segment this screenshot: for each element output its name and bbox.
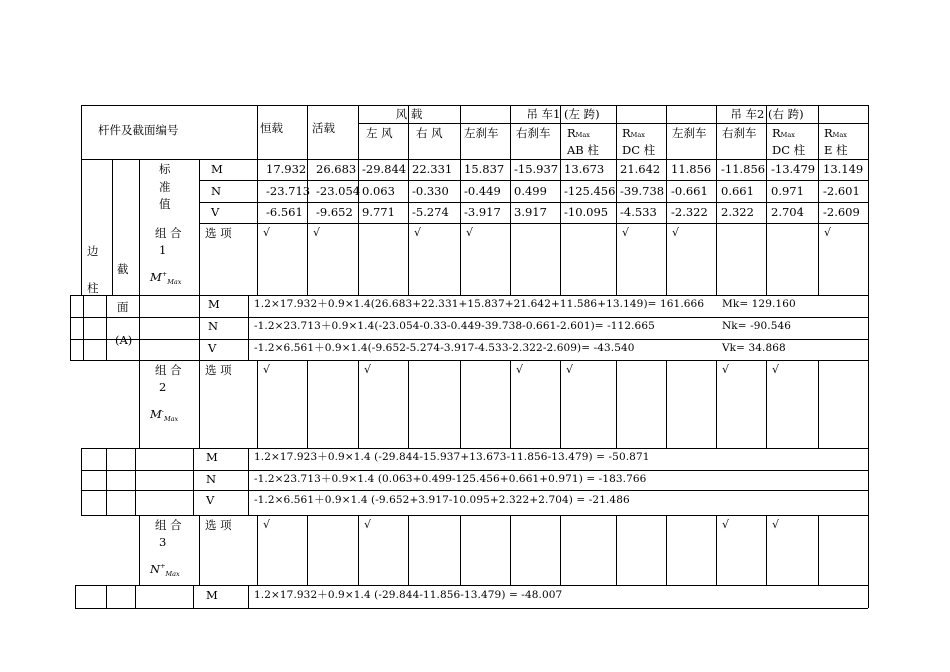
check-mark-icon: √ [466, 226, 474, 239]
grid-line [616, 159, 617, 295]
grid-line [70, 339, 868, 340]
crane2-rmax-dc-header: RMax [772, 126, 795, 140]
combination-label: 组 合 [155, 518, 182, 532]
formula-quantity-label: V [208, 341, 217, 355]
check-mark-icon: √ [364, 518, 372, 531]
standard-value-cell: 17.932 [266, 162, 307, 176]
grid-line [193, 585, 194, 608]
combination-label: 组 合 [155, 226, 182, 240]
grid-line [460, 159, 461, 295]
grid-line [81, 448, 868, 449]
grid-line [248, 585, 249, 608]
standard-value-cell: -2.609 [823, 205, 860, 219]
grid-line [257, 159, 258, 295]
check-mark-icon: √ [516, 363, 524, 376]
standard-value-cell: 2.704 [771, 205, 804, 219]
crane2-rmax-dc-column: DC 柱 [772, 143, 806, 157]
crane2-right-brake-header: 右刹车 [722, 126, 757, 140]
standard-value-cell: -39.738 [620, 184, 665, 198]
check-mark-icon: √ [566, 363, 574, 376]
quantity-label: M [211, 162, 223, 176]
combination-label: 组 合 [155, 363, 182, 377]
grid-line [408, 515, 409, 585]
standard-value-cell: -2.601 [823, 184, 860, 198]
crane1-rmax-dc-column: DC 柱 [622, 143, 656, 157]
standard-value-cell: 0.499 [514, 184, 547, 198]
grid-line [139, 295, 140, 360]
grid-line [408, 360, 409, 448]
grid-line [81, 105, 868, 106]
select-label: 选 项 [205, 363, 232, 377]
check-mark-icon: √ [722, 363, 730, 376]
grid-line [257, 360, 258, 448]
select-label: 选 项 [205, 226, 232, 240]
combination-symbol: $M^-_{Max}$ [150, 406, 179, 424]
formula-text: 1.2×17.923＋0.9×1.4 (-29.844-15.937+13.673-11.856-13.479) = -50.871 [254, 451, 650, 463]
grid-line [307, 159, 308, 295]
grid-line [616, 515, 617, 585]
grid-line [193, 448, 194, 515]
grid-line [460, 515, 461, 585]
grid-line [408, 159, 409, 295]
grid-line [818, 515, 819, 585]
grid-line [716, 360, 717, 448]
grid-line [510, 159, 511, 295]
grid-line [510, 515, 511, 585]
grid-line [307, 360, 308, 448]
grid-line [106, 585, 107, 608]
standard-value-cell: -13.479 [771, 162, 816, 176]
formula-quantity-label: M [206, 588, 218, 602]
check-mark-icon: √ [722, 518, 730, 531]
standard-value-cell: 22.331 [412, 162, 453, 176]
formula-text: -1.2×23.713＋0.9×1.4 (0.063+0.499-125.456+0.661+0.971) = -183.766 [254, 473, 647, 485]
formula-quantity-label: V [206, 493, 215, 507]
standard-value-cell: -0.330 [412, 184, 449, 198]
grid-line [868, 159, 869, 295]
grid-line [307, 105, 308, 159]
standard-value-cell: -0.449 [464, 184, 501, 198]
standard-value-cell: 3.917 [514, 205, 547, 219]
check-mark-icon: √ [414, 226, 422, 239]
wind-right-header: 右 风 [416, 126, 443, 140]
grid-line [139, 515, 140, 585]
formula-quantity-label: M [206, 450, 218, 464]
combination-symbol: $M^+_{Max}$ [150, 269, 182, 287]
formula-quantity-label: N [208, 319, 219, 333]
standard-value-label-1: 标 [159, 162, 171, 176]
formula-text: 1.2×17.932＋0.9×1.4(26.683+22.331+15.837+21.642+11.586+13.149)= 161.666 [254, 298, 705, 310]
grid-line [766, 515, 767, 585]
standard-value-cell: -11.856 [721, 162, 766, 176]
standard-value-cell: 13.149 [823, 162, 864, 176]
standard-value-cell: -29.844 [362, 162, 407, 176]
standard-value-label-3: 值 [159, 197, 171, 211]
member-section-header: 杆件及截面编号 [98, 123, 179, 137]
grid-line [81, 448, 82, 515]
characteristic-value: Nk= -90.546 [722, 320, 792, 332]
check-mark-icon: √ [672, 226, 680, 239]
standard-value-cell: 11.856 [671, 162, 712, 176]
grid-line [135, 585, 136, 608]
grid-line [199, 295, 200, 360]
crane2-left-brake-header: 左刹车 [672, 126, 707, 140]
standard-value-cell: 21.642 [620, 162, 661, 176]
section-label-3: (A) [115, 333, 133, 347]
characteristic-value: Mk= 129.160 [722, 298, 796, 310]
crane1-left-brake-header: 左刹车 [464, 126, 499, 140]
wind-left-header: 左 风 [366, 126, 393, 140]
combination-number: 3 [159, 535, 167, 549]
combination-number: 2 [159, 380, 167, 394]
grid-line [81, 470, 868, 471]
formula-text: -1.2×6.561＋0.9×1.4 (-9.652+3.917-10.095+2.322+2.704) = -21.486 [254, 494, 630, 506]
edge-column-label-1: 边 [87, 244, 99, 258]
grid-line [716, 159, 717, 295]
grid-line [766, 159, 767, 295]
grid-line [199, 159, 200, 295]
grid-line [70, 360, 868, 361]
standard-value-cell: 0.063 [362, 184, 395, 198]
check-mark-icon: √ [263, 226, 271, 239]
crane1-rmax-ab-column: AB 柱 [567, 143, 599, 157]
grid-line [199, 360, 200, 448]
grid-line [139, 360, 140, 448]
grid-line [75, 585, 76, 608]
crane2-header: 吊 车2 (右 跨) [730, 107, 804, 121]
standard-value-cell: 26.683 [316, 162, 357, 176]
grid-line [818, 360, 819, 448]
wind-load-header: 风 载 [395, 107, 423, 121]
grid-line [666, 360, 667, 448]
standard-value-cell: -15.937 [514, 162, 559, 176]
characteristic-value: Vk= 34.868 [722, 342, 786, 354]
quantity-label: N [211, 184, 222, 198]
grid-line [83, 295, 84, 360]
check-mark-icon: √ [313, 226, 321, 239]
standard-value-cell: -23.713 [266, 184, 311, 198]
section-label-2: 面 [117, 300, 129, 314]
grid-line [868, 360, 869, 448]
grid-line [257, 105, 258, 159]
grid-line [666, 159, 667, 295]
formula-text: -1.2×6.561＋0.9×1.4(-9.652-5.274-3.917-4.533-2.322-2.609)= -43.540 [254, 342, 635, 354]
standard-value-cell: -3.917 [464, 205, 501, 219]
grid-line [139, 159, 140, 295]
grid-line [106, 295, 107, 360]
standard-value-cell: -6.561 [266, 205, 303, 219]
standard-value-cell: -5.274 [412, 205, 449, 219]
dead-load-header: 恒载 [260, 121, 283, 135]
crane1-header: 吊 车1 (左 跨) [526, 107, 600, 121]
grid-line [135, 448, 136, 515]
check-mark-icon: √ [772, 363, 780, 376]
check-mark-icon: √ [772, 518, 780, 531]
edge-column-label-2: 柱 [87, 281, 99, 295]
grid-line [70, 295, 868, 296]
grid-line [460, 360, 461, 448]
grid-line [199, 515, 200, 585]
standard-value-cell: 0.661 [721, 184, 754, 198]
grid-line [616, 360, 617, 448]
standard-value-cell: -0.661 [671, 184, 708, 198]
standard-value-cell: 15.837 [464, 162, 505, 176]
check-mark-icon: √ [263, 363, 271, 376]
grid-line [199, 180, 868, 181]
check-mark-icon: √ [263, 518, 271, 531]
grid-line [560, 159, 561, 295]
grid-line [257, 515, 258, 585]
select-label: 选 项 [205, 518, 232, 532]
standard-value-cell: -9.652 [316, 205, 353, 219]
grid-line [560, 515, 561, 585]
grid-line [81, 490, 868, 491]
grid-line [666, 515, 667, 585]
grid-line [358, 123, 868, 124]
standard-value-cell: 13.673 [564, 162, 605, 176]
standard-value-cell: -23.054 [316, 184, 361, 198]
grid-line [766, 360, 767, 448]
crane2-rmax-e-column: E 柱 [824, 143, 848, 157]
formula-text: 1.2×17.932＋0.9×1.4 (-29.844-11.856-13.479) = -48.007 [254, 589, 563, 601]
grid-line [70, 295, 71, 360]
grid-line [81, 105, 82, 295]
combination-symbol: $N^+_{Max}$ [150, 561, 180, 579]
grid-line [307, 515, 308, 585]
formula-quantity-label: M [208, 297, 220, 311]
grid-line [868, 515, 869, 585]
grid-line [75, 608, 868, 609]
grid-line [112, 159, 113, 295]
grid-line [358, 515, 359, 585]
grid-line [248, 448, 249, 515]
section-label-1: 截 [117, 262, 129, 276]
check-mark-icon: √ [364, 363, 372, 376]
quantity-label: V [211, 205, 220, 219]
grid-line [358, 360, 359, 448]
standard-value-cell: -10.095 [564, 205, 609, 219]
combination-number: 1 [159, 243, 167, 257]
grid-line [716, 515, 717, 585]
standard-value-cell: -2.322 [671, 205, 708, 219]
grid-line [106, 448, 107, 515]
standard-value-cell: 2.322 [721, 205, 754, 219]
grid-line [199, 202, 868, 203]
crane2-rmax-e-header: RMax [824, 126, 847, 140]
standard-value-label-2: 准 [159, 180, 171, 194]
formula-text: -1.2×23.713＋0.9×1.4(-23.054-0.33-0.449-39.738-0.661-2.601)= -112.665 [254, 320, 655, 332]
grid-line [358, 159, 359, 295]
check-mark-icon: √ [622, 226, 630, 239]
formula-quantity-label: N [206, 472, 217, 486]
grid-line [70, 317, 868, 318]
grid-line [818, 159, 819, 295]
grid-line [248, 295, 249, 360]
standard-value-cell: 9.771 [362, 205, 395, 219]
grid-line [199, 223, 868, 224]
grid-line [510, 360, 511, 448]
grid-line [560, 360, 561, 448]
crane1-rmax-dc-header: RMax [622, 126, 645, 140]
crane1-rmax-ab-header: RMax [567, 126, 590, 140]
standard-value-cell: -125.456 [564, 184, 616, 198]
live-load-header: 活载 [312, 121, 335, 135]
crane1-right-brake-header: 右刹车 [516, 126, 551, 140]
check-mark-icon: √ [824, 226, 832, 239]
standard-value-cell: -4.533 [620, 205, 657, 219]
standard-value-cell: 0.971 [771, 184, 804, 198]
